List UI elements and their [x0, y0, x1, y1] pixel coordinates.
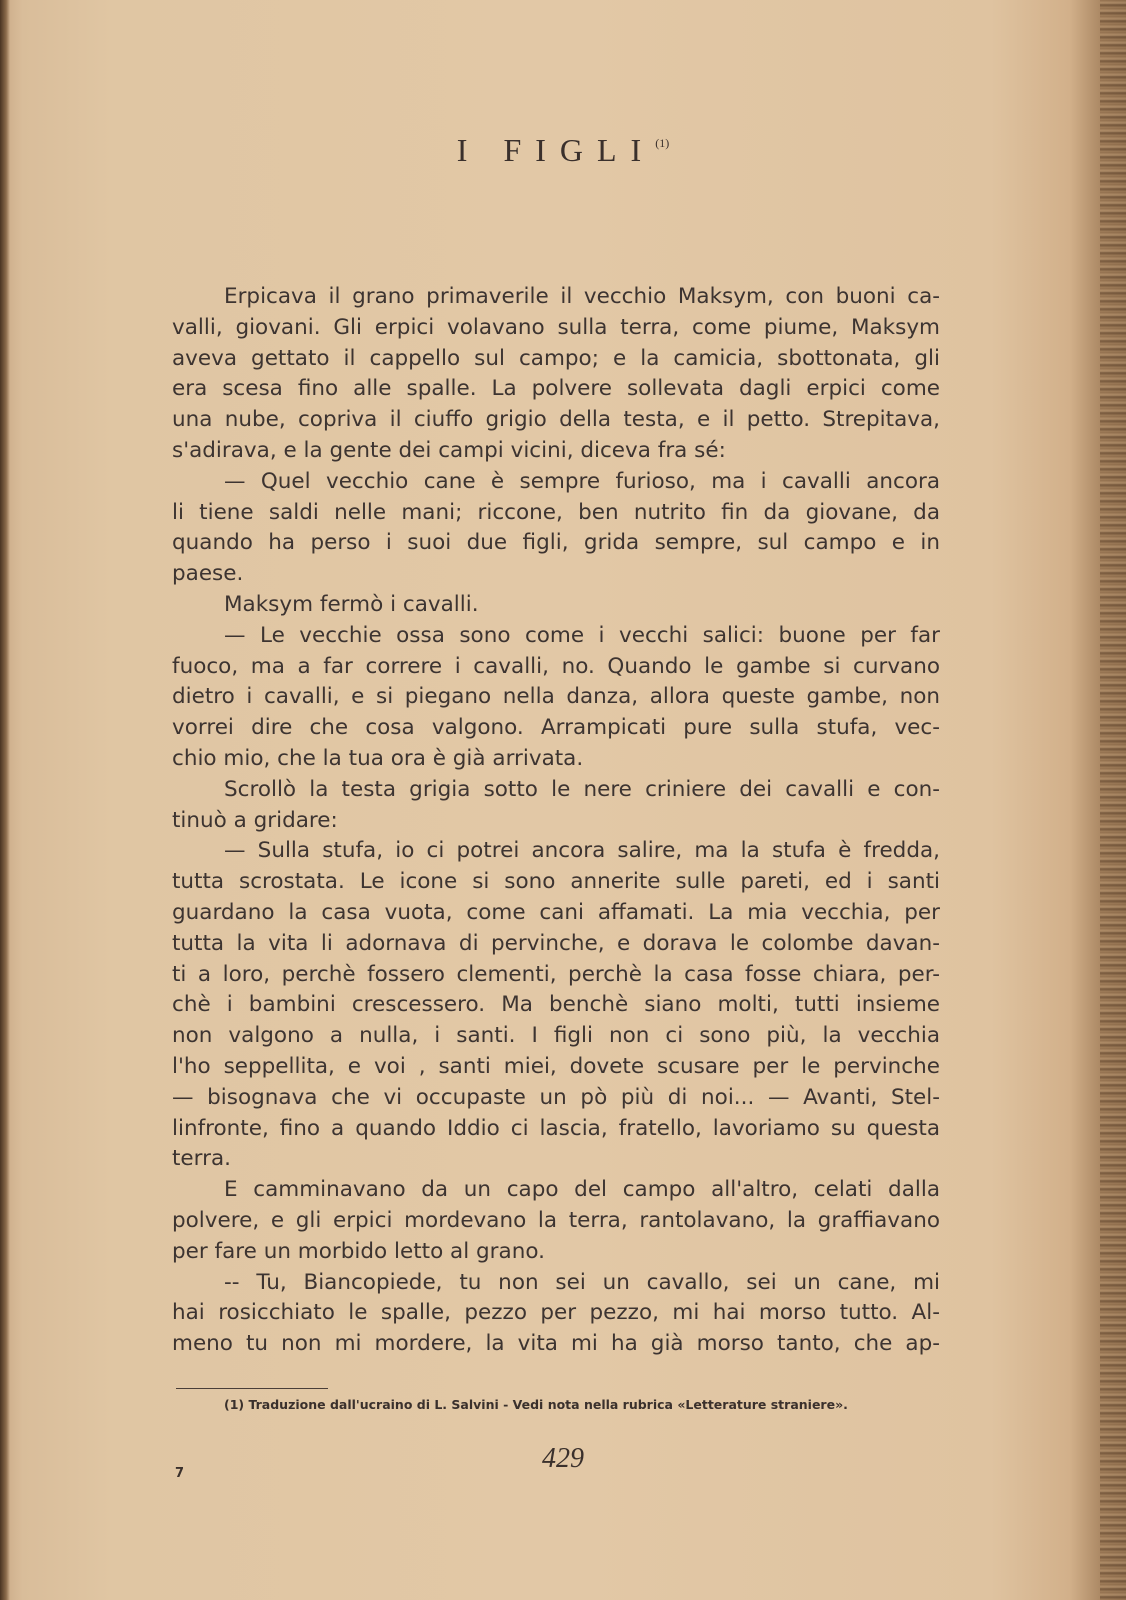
body-line: per fare un morbido letto al grano.	[172, 1238, 545, 1264]
body-line: meno tu non mi mordere, la vita mi ha già morso tanto, che ap-	[172, 1331, 940, 1357]
signature-mark: 7	[175, 1466, 185, 1481]
body-line: dietro i cavalli, e si piegano nella danza, allora queste gambe, non	[172, 684, 940, 710]
body-line: ti a loro, perchè fossero clementi, perchè la casa fosse chiara, per-	[172, 961, 940, 987]
body-line: terra.	[172, 1146, 231, 1172]
body-line: era scesa fino alle spalle. La polvere sollevata dagli erpici come	[172, 376, 940, 402]
body-line: hai rosicchiato le spalle, pezzo per pezzo, mi hai morso tutto. Al-	[172, 1300, 940, 1326]
body-line: — bisognava che vi occupaste un pò più di noi... — Avanti, Stel-	[172, 1084, 940, 1110]
body-line: una nube, copriva il ciuffo grigio della testa, e il petto. Strepitava,	[172, 407, 940, 433]
body-line: s'adirava, e la gente dei campi vicini, diceva fra sé:	[172, 437, 726, 463]
footnote-rule	[176, 1388, 328, 1389]
body-line: linfronte, fino a quando Iddio ci lascia, fratello, lavoriamo su questa	[172, 1115, 940, 1141]
body-line: Erpicava il grano primaverile il vecchio Maksym, con buoni ca-	[224, 284, 940, 309]
body-line: -- Tu, Biancopiede, tu non sei un cavallo, sei un cane, mi	[224, 1269, 940, 1295]
body-line: tutta la vita li adornava di pervinche, e dorava le colombe davan-	[172, 930, 940, 956]
page-right-edge	[1100, 0, 1126, 1600]
body-line: guardano la casa vuota, come cani affamati. La mia vecchia, per	[172, 899, 940, 925]
body-line: Scrollò la testa grigia sotto le nere criniere dei cavalli e con-	[224, 776, 940, 802]
page-left-binding-edge	[0, 0, 10, 1600]
body-line: E camminavano da un capo del campo all'altro, celati dalla	[224, 1177, 940, 1203]
footnote: (1) Traduzione dall'ucraino di L. Salvini - Vedi nota nella rubrica «Letterature straniere».	[224, 1397, 848, 1412]
body-line: valli, giovani. Gli erpici volavano sulla terra, come piume, Maksym	[172, 314, 940, 340]
body-line: Maksym fermò i cavalli.	[224, 591, 479, 617]
body-line: — Quel vecchio cane è sempre furioso, ma i cavalli ancora	[224, 468, 940, 494]
body-line: — Sulla stufa, io ci potrei ancora salire, ma la stufa è fredda,	[224, 838, 940, 864]
body-line: chio mio, che la tua ora è già arrivata.	[172, 745, 584, 771]
chapter-title	[0, 132, 1126, 169]
body-line: li tiene saldi nelle mani; riccone, ben nutrito fin da giovane, da	[172, 499, 940, 525]
body-line: — Le vecchie ossa sono come i vecchi salici: buone per far	[224, 622, 940, 648]
body-line: aveva gettato il cappello sul campo; e la camicia, sbottonata, gli	[172, 345, 940, 371]
body-line: paese.	[172, 561, 244, 587]
body-text	[172, 282, 940, 1360]
page-number: 429	[542, 1443, 584, 1474]
chapter-title-text: I FIGLI	[456, 132, 656, 168]
body-line: l'ho seppellita, e voi , santi miei, dovete scusare per le pervinche	[172, 1053, 940, 1079]
body-line: polvere, e gli erpici mordevano la terra, rantolavano, la graffiavano	[172, 1207, 940, 1233]
body-line: quando ha perso i suoi due figli, grida sempre, sul campo e in	[172, 530, 940, 556]
body-line: fuoco, ma a far correre i cavalli, no. Quando le gambe si curvano	[172, 653, 940, 679]
body-line: non valgono a nulla, i santi. I figli non ci sono più, la vecchia	[172, 1023, 940, 1049]
body-line: vorrei dire che cosa valgono. Arrampicati pure sulla stufa, vec-	[172, 715, 940, 741]
body-line: tutta scrostata. Le icone si sono annerite sulle pareti, ed i santi	[172, 869, 940, 895]
title-footnote-marker: (1)	[655, 136, 670, 150]
body-line: tinuò a gridare:	[172, 807, 338, 833]
body-line: chè i bambini crescessero. Ma benchè siano molti, tutti insieme	[172, 992, 940, 1018]
